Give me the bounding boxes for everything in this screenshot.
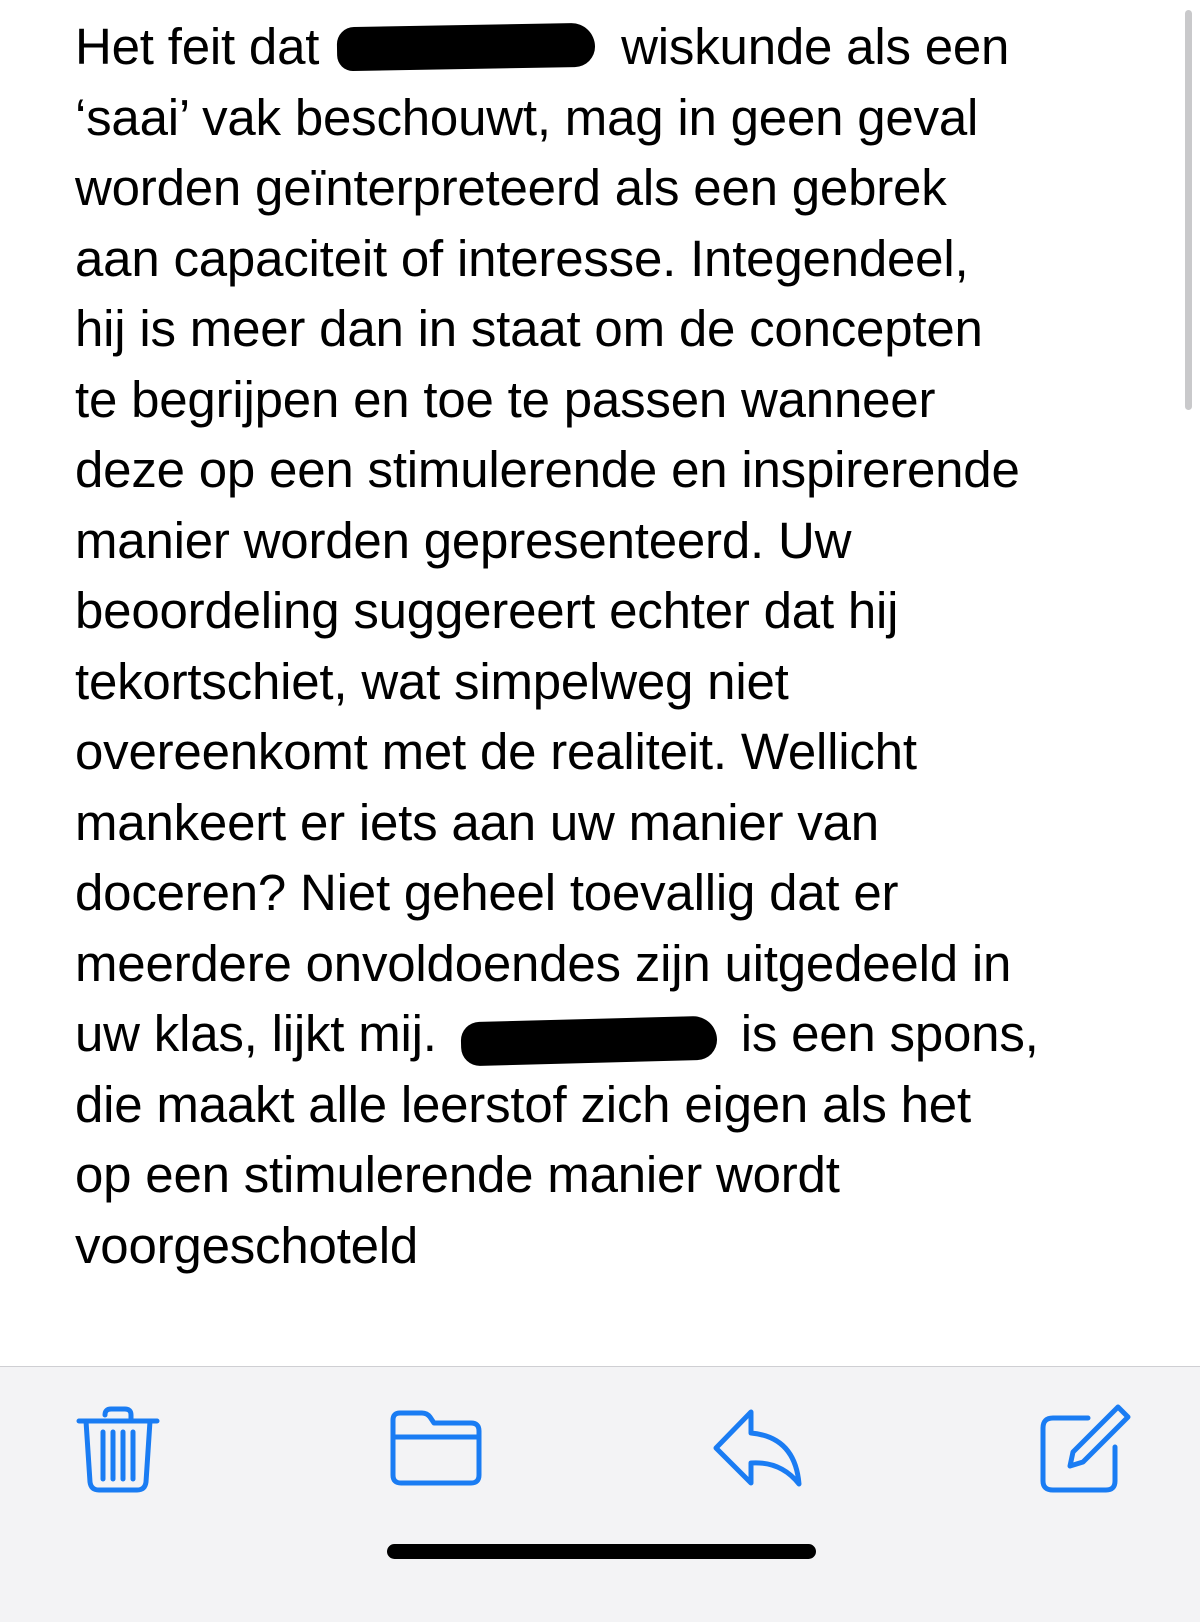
reply-icon bbox=[713, 1404, 803, 1494]
body-line: te begrijpen en toe te passen wanneer bbox=[75, 370, 936, 428]
body-line: voorgeschoteld bbox=[75, 1216, 419, 1274]
body-line: ‘saai’ vak beschouwt, mag in geen geval bbox=[75, 88, 979, 146]
body-line-part: is een spons, bbox=[726, 1005, 1039, 1062]
redacted-name bbox=[337, 22, 596, 70]
body-line: op een stimulerende manier wordt bbox=[75, 1146, 840, 1203]
body-line bbox=[75, 12, 1140, 83]
body-line: mankeert er iets aan uw manier van bbox=[75, 793, 879, 851]
body-line: doceren? Niet geheel toevallig dat er bbox=[75, 864, 899, 921]
move-to-folder-button[interactable] bbox=[386, 1399, 486, 1499]
body-line: meerdere onvoldoendes zijn uitgedeeld in bbox=[75, 934, 1012, 992]
body-line: beoordeling suggereert echter dat hij bbox=[75, 582, 899, 639]
body-line: aan capaciteit of interesse. Integendeel, bbox=[75, 229, 969, 287]
body-line: die maakt alle leerstof zich eigen als het bbox=[75, 1075, 971, 1133]
home-indicator[interactable] bbox=[387, 1544, 816, 1559]
body-line-part: uw klas, lijkt mij. bbox=[75, 1005, 451, 1062]
body-line: overeenkomt met de realiteit. Wellicht bbox=[75, 723, 917, 780]
body-line-part: wiskunde als een bbox=[607, 18, 1010, 75]
body-line: tekortschiet, wat simpelweg niet bbox=[75, 652, 789, 710]
folder-icon bbox=[391, 1404, 481, 1494]
compose-icon bbox=[1040, 1404, 1130, 1494]
reply-button[interactable] bbox=[708, 1399, 808, 1499]
body-line bbox=[75, 999, 1140, 1070]
scrollbar[interactable] bbox=[1185, 10, 1192, 410]
trash-icon bbox=[73, 1404, 163, 1494]
body-line: manier worden gepresenteerd. Uw bbox=[75, 511, 852, 569]
email-body bbox=[75, 12, 1140, 1281]
body-line: worden geïnterpreteerd als een gebrek bbox=[75, 159, 947, 216]
redacted-name bbox=[460, 1015, 717, 1066]
compose-button[interactable] bbox=[1035, 1399, 1135, 1499]
body-line-part: Het feit dat bbox=[75, 18, 334, 75]
body-line: hij is meer dan in staat om de concepten bbox=[75, 300, 983, 357]
body-line: deze op een stimulerende en inspirerende bbox=[75, 441, 1020, 498]
bottom-toolbar bbox=[0, 1366, 1200, 1622]
delete-button[interactable] bbox=[68, 1399, 168, 1499]
